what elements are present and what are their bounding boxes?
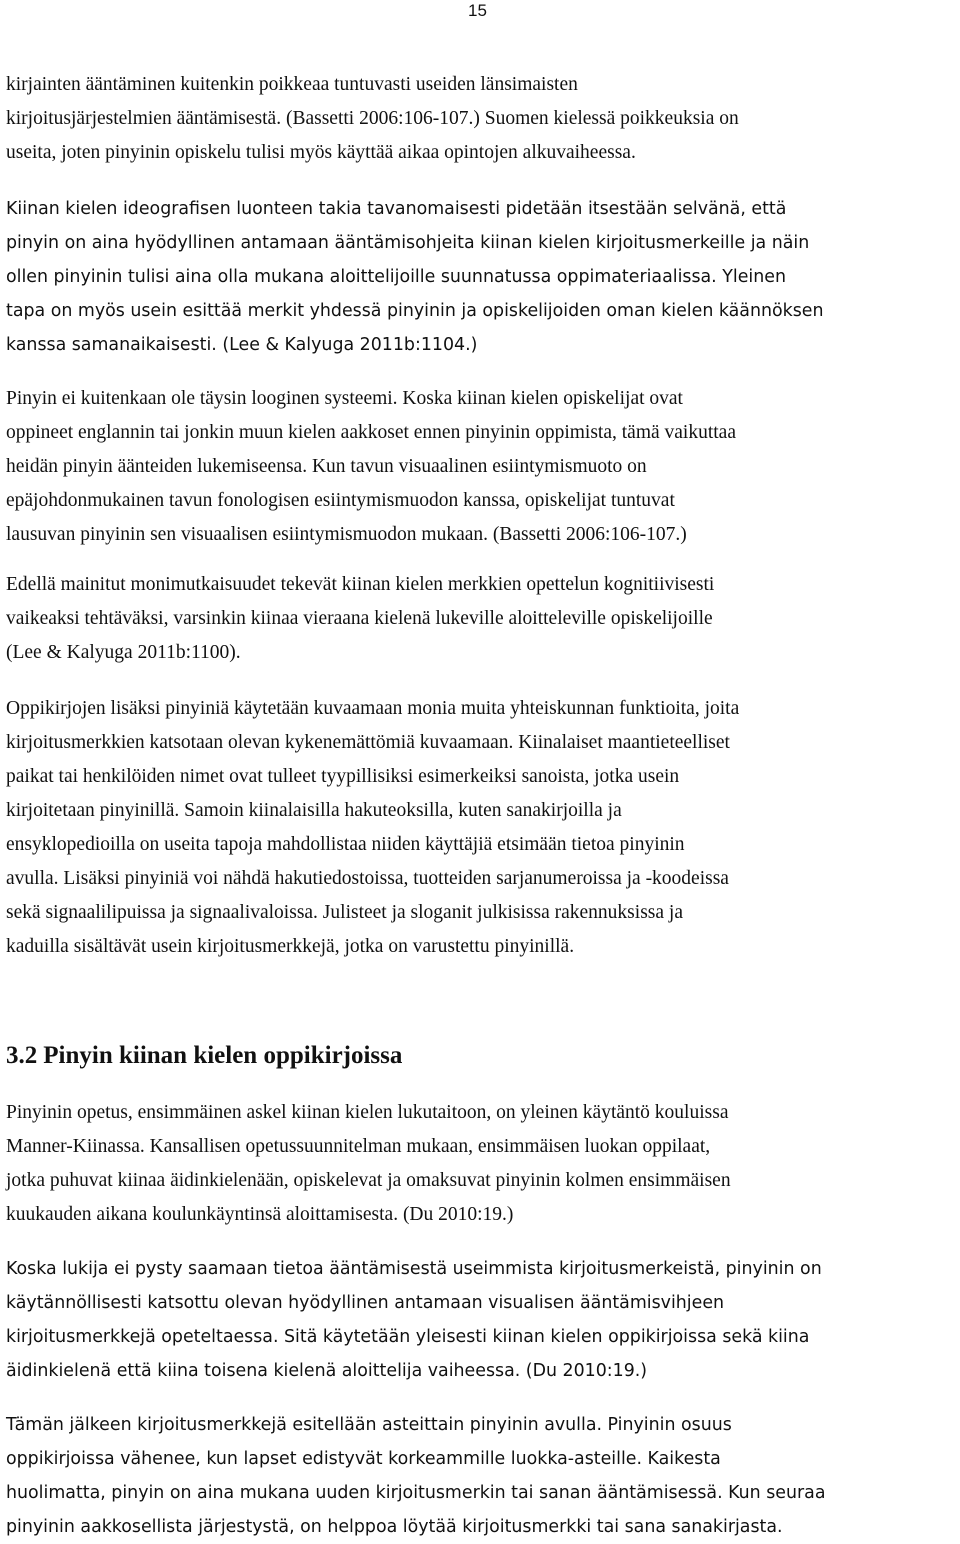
section-heading: [6, 1040, 408, 1072]
paragraph-5: Oppikirjojen lisäksi pinyiniä käytetään kuvaamaan monia muita yhteiskunnan funktioita, joita kirjoitusmerkkien katsotaan olevan kykenemättömiä kuvaamaan. Kiinalaiset maantieteelliset paikat tai henkilöiden nimet ovat tulleet tyypillisiksi esimerkeiksi sanoista, jotka usein kirjoitetaan pinyinillä. Samoin kiinalaisilla hakuteoksilla, kuten sanakirjoilla ja ensyklopedioilla on useita tapoja mahdollistaa niiden käyttäjiä etsimään tietoa pinyinin avulla. Lisäksi pinyiniä voi nähdä hakutiedostoissa, tuotteiden sarjanumeroissa ja -koodeissa sekä signaalilipuissa ja signaalivaloissa. Julisteet ja sloganit julkisissa rakennuksissa ja kaduilla sisältävät usein kirjoitusmerkkejä, jotka on varustettu pinyinillä.: [6, 698, 740, 957]
paragraph-2: Kiinan kielen ideografisen luonteen takia tavanomaisesti pidetään itsestään selvänä, että pinyin on aina hyödyllinen antamaan ääntämisohjeita kiinan kielen kirjoitusmerkeille ja näin ollen pinyinin tulisi aina olla mukana aloittelijoille suunnatussa oppimateriaalissa. Yleinen tapa on myös usein esittää merkit yhdessä pinyinin ja opiskelijoiden oman kielen käännöksen kanssa samanaikaisesti. (Lee & Kalyuga 2011b:1104.): [6, 199, 824, 355]
paragraph-6: Pinyinin opetus, ensimmäinen askel kiinan kielen lukutaitoon, on yleinen käytäntö kouluissa Manner-Kiinassa. Kansallisen opetussuunnitelman mukaan, ensimmäisen luokan oppilaat, jotka puhuvat kiinaa äidinkielenään, opiskelevat ja omaksuvat pinyinin kolmen ensimmäisen kuukauden aikana koulunkäyntinsä aloittamisesta. (Du 2010:19.): [6, 1102, 731, 1225]
section-title: Pinyin kiinan kielen oppikirjoissa: [43, 1042, 403, 1069]
paragraph-8: Tämän jälkeen kirjoitusmerkkejä esitellään asteittain pinyinin avulla. Pinyinin osuus oppikirjoissa vähenee, kun lapset edistyvät korkeammille luokka-asteille. Kaikesta huolimatta, pinyin on aina mukana uuden kirjoitusmerkin tai sanan ääntämisessä. Kun seuraa pinyinin aakkosellista järjestystä, on helppoa löytää kirjoitusmerkki tai sana sanakirjasta.: [6, 1415, 826, 1537]
paragraph-7: Koska lukija ei pysty saamaan tietoa ääntämisestä useimmista kirjoitusmerkeistä, pinyinin on käytännöllisesti katsottu olevan hyödyllinen antamaan visualisen ääntämisvihjeen kirjoitusmerkkejä opeteltaessa. Sitä käytetään yleisesti kiinan kielen oppikirjoissa sekä kiina äidinkielenä että kiina toisena kielenä aloittelija vaiheessa. (Du 2010:19.): [6, 1259, 822, 1381]
paragraph-1: kirjainten ääntäminen kuitenkin poikkeaa tuntuvasti useiden länsimaisten kirjoitusjärjestelmien ääntämisestä. (Bassetti 2006:106-107.) Suomen kielessä poikkeuksia on useita, joten pinyinin opiskelu tulisi myös käyttää aikaa opintojen alkuvaiheessa.: [6, 74, 739, 163]
paragraph-3: Pinyin ei kuitenkaan ole täysin looginen systeemi. Koska kiinan kielen opiskelijat ovat oppineet englannin tai jonkin muun kielen aakkoset ennen pinyinin oppimista, tämä vaikuttaa heidän pinyin äänteiden lukemiseensa. Kun tavun visuaalinen esiintymismuoto on epäjohdonmukainen tavun fonologisen esiintymismuodon kanssa, opiskelijat tuntuvat lausuvan pinyinin sen visuaalisen esiintymismuodon mukaan. (Bassetti 2006:106-107.): [6, 388, 736, 545]
section-number: 3.2: [6, 1042, 38, 1069]
page-number: 15: [468, 1, 487, 20]
paragraph-4: Edellä mainitut monimutkaisuudet tekevät kiinan kielen merkkien opettelun kognitiivisesti vaikeaksi tehtäväksi, varsinkin kiinaa vieraana kielenä lukeville aloitteleville opiskelijoille (Lee & Kalyuga 2011b:1100).: [6, 574, 715, 663]
